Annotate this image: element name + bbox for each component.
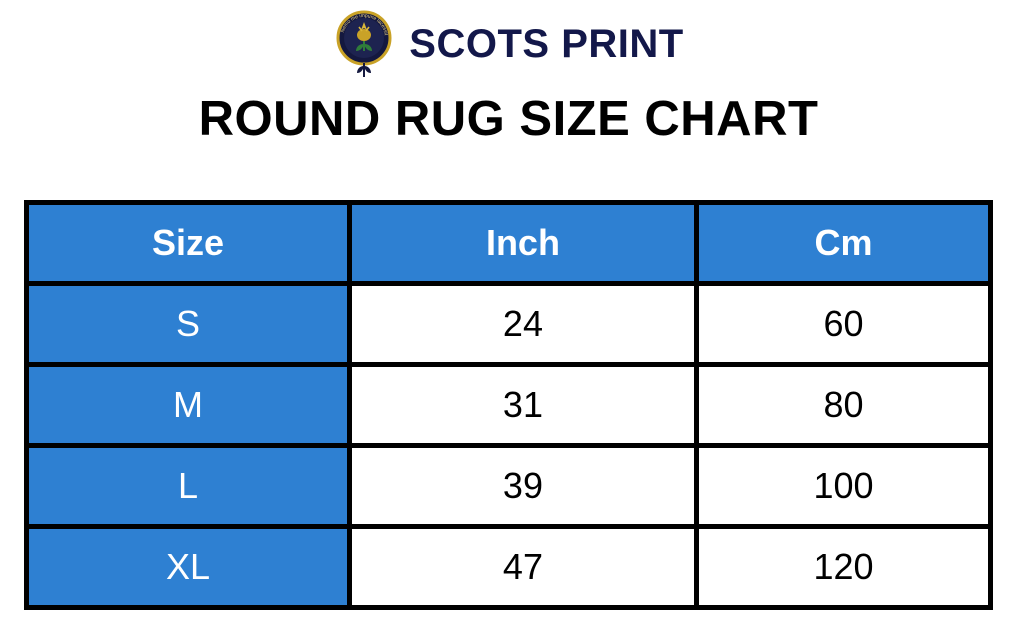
cell-size: S <box>27 284 350 365</box>
cell-cm: 100 <box>696 446 990 527</box>
brand-name: SCOTS PRINT <box>409 22 684 66</box>
column-header-cm: Cm <box>696 203 990 284</box>
cell-size: XL <box>27 527 350 608</box>
size-chart-table-wrap <box>24 200 993 610</box>
table-row <box>27 365 991 446</box>
cell-cm: 80 <box>696 365 990 446</box>
svg-text:Nemo me impune lacessit: Nemo me impune lacessit <box>340 12 390 36</box>
cell-inch: 24 <box>349 284 696 365</box>
table-row <box>27 527 991 608</box>
brand-header <box>0 0 1017 72</box>
table-body <box>27 284 991 608</box>
table-row <box>27 284 991 365</box>
cell-size: M <box>27 365 350 446</box>
page-title: ROUND RUG SIZE CHART <box>198 92 819 146</box>
table-row <box>27 446 991 527</box>
cell-inch: 47 <box>349 527 696 608</box>
table-header-row <box>27 203 991 284</box>
cell-inch: 39 <box>349 446 696 527</box>
cell-size: L <box>27 446 350 527</box>
cell-inch: 31 <box>349 365 696 446</box>
cell-cm: 120 <box>696 527 990 608</box>
column-header-inch: Inch <box>349 203 696 284</box>
table-header <box>27 203 991 284</box>
column-header-size: Size <box>27 203 350 284</box>
scots-print-thistle-crest-icon <box>333 8 395 80</box>
size-chart-table <box>24 200 993 610</box>
cell-cm: 60 <box>696 284 990 365</box>
